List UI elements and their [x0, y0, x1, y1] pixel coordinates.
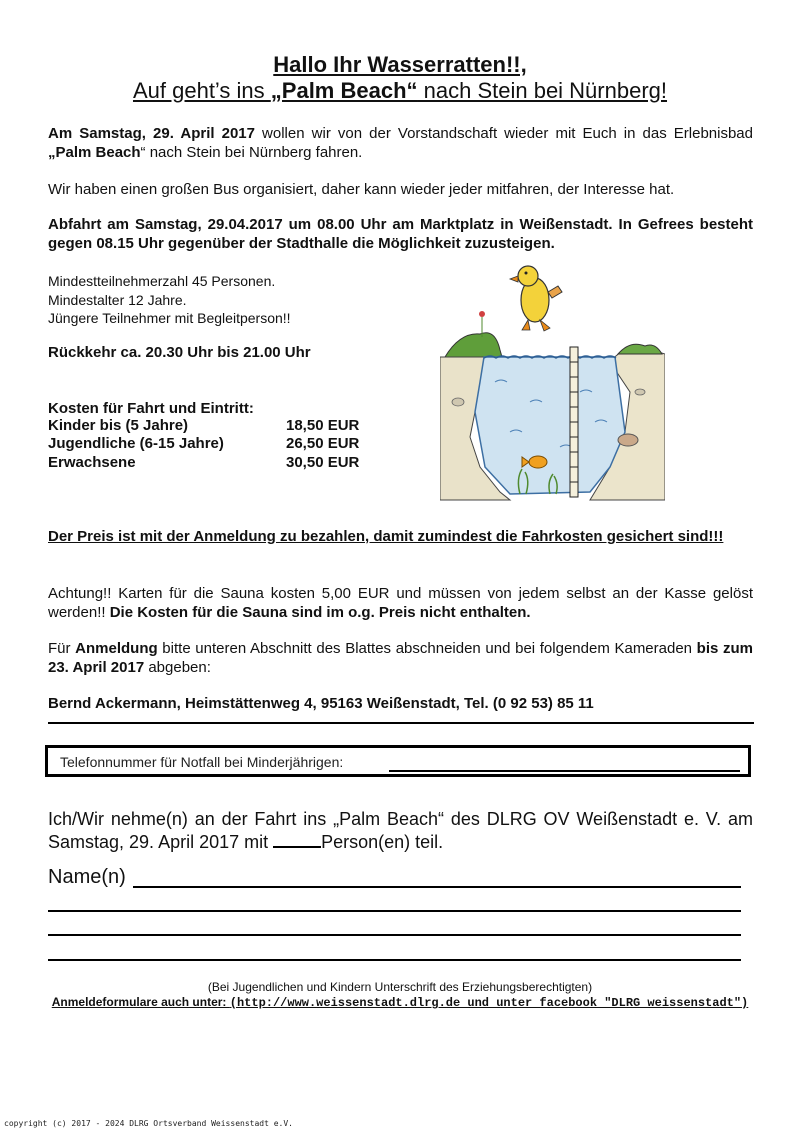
- name-label: Name(n): [48, 866, 126, 888]
- registration-pre: Für: [48, 640, 76, 657]
- person-count-field[interactable]: [273, 832, 321, 848]
- registration-post: abgeben:: [144, 659, 211, 676]
- price-label: Jugendliche (6-15 Jahre): [48, 435, 224, 452]
- intro-end: “ nach Stein bei Nürnberg fahren.: [140, 144, 363, 161]
- registration-bold-signup: Anmeldung: [75, 640, 158, 657]
- sauna-bold: Die Kosten für die Sauna sind im o.g. Preis nicht enthalten.: [109, 604, 531, 621]
- intro-date: Am Samstag, 29. April 2017: [48, 125, 255, 142]
- registration-deadline: bis zum 23. April 2017: [48, 640, 753, 676]
- sauna-paragraph: [48, 584, 753, 622]
- intro-paragraph: [48, 124, 753, 162]
- price-value: 26,50 EUR: [286, 435, 360, 452]
- payment-note: Der Preis ist mit der Anmeldung zu bezahlen, damit zumindest die Fahrkosten gesichert sind!!!: [48, 528, 724, 545]
- price-value: 18,50 EUR: [286, 417, 360, 434]
- costs-heading: Kosten für Fahrt und Eintritt:: [48, 400, 254, 417]
- emergency-phone-label: Telefonnummer für Notfall bei Minderjährigen:: [60, 754, 344, 770]
- duck-pond-svg: [440, 262, 665, 507]
- signup-text: Ich/Wir nehme(n) an der Fahrt ins „Palm Beach“ des DLRG OV Weißenstadt e. V. am Samstag, 29. April 2017 mit: [48, 809, 753, 852]
- return-time: Rückkehr ca. 20.30 Uhr bis 21.00 Uhr: [48, 344, 311, 361]
- copyright-line: copyright (c) 2017 - 2024 DLRG Ortsverband Weissenstadt e.V.: [4, 1119, 293, 1128]
- intro-text: wollen wir von der Vorstandschaft wieder mit Euch in das Erlebnisbad: [254, 125, 753, 142]
- name-field-line[interactable]: [48, 959, 741, 961]
- forms-link-lead: Anmeldeformulare auch unter:: [51, 995, 230, 1009]
- intro-place: „Palm Beach: [48, 144, 141, 161]
- price-value: 30,50 EUR: [286, 454, 360, 471]
- emergency-phone-box: [45, 745, 751, 777]
- min-age: Mindestalter 12 Jahre.: [48, 292, 187, 308]
- forms-link-line: [0, 995, 800, 1010]
- subtitle-place: „Palm Beach“: [270, 78, 418, 103]
- page-subtitle: [0, 78, 800, 104]
- name-field-line[interactable]: [48, 934, 741, 936]
- subtitle-pre: Auf geht’s ins: [132, 78, 271, 103]
- signup-end: Person(en) teil.: [321, 832, 444, 852]
- name-field-line[interactable]: [48, 910, 741, 912]
- bus-paragraph: Wir haben einen großen Bus organisiert, daher kann wieder jeder mitfahren, der Interesse hat.: [48, 181, 675, 198]
- duck-figure: [510, 266, 562, 331]
- cut-divider: [48, 722, 754, 724]
- subtitle-post: nach Stein bei Nürnberg!: [417, 78, 668, 103]
- forms-link[interactable]: (http://www.weissenstadt.dlrg.de und unter facebook "DLRG weissenstadt"): [229, 996, 749, 1010]
- contact-line: Bernd Ackermann, Heimstättenweg 4, 95163 Weißenstadt, Tel. (0 92 53) 85 11: [48, 695, 594, 712]
- registration-mid: bitte unteren Abschnitt des Blattes abschneiden und bei folgendem Kameraden: [157, 640, 697, 657]
- emergency-phone-field[interactable]: [389, 770, 740, 772]
- younger-participants: Jüngere Teilnehmer mit Begleitperson!!: [48, 310, 291, 326]
- sauna-text: Achtung!! Karten für die Sauna kosten 5,00 EUR und müssen von jedem selbst an der Kasse gelöst werden!!: [48, 585, 753, 621]
- min-participants: Mindestteilnehmerzahl 45 Personen.: [48, 273, 276, 289]
- registration-paragraph: [48, 639, 753, 677]
- price-label: Kinder bis (5 Jahre): [48, 417, 189, 434]
- signup-statement: [48, 808, 753, 854]
- price-label: Erwachsene: [48, 454, 136, 471]
- departure-paragraph: Abfahrt am Samstag, 29.04.2017 um 08.00 Uhr am Marktplatz in Weißenstadt. In Gefrees besteht gegen 08.15 Uhr gegenüber der Stadthalle die Möglichkeit zuzusteigen.: [48, 216, 753, 252]
- page-title: Hallo Ihr Wasserratten!!,: [273, 52, 527, 77]
- guardian-note: (Bei Jugendlichen und Kindern Unterschrift des Erziehungsberechtigten): [207, 980, 593, 994]
- duck-pond-illustration: [440, 262, 665, 507]
- name-field-line[interactable]: [133, 886, 741, 888]
